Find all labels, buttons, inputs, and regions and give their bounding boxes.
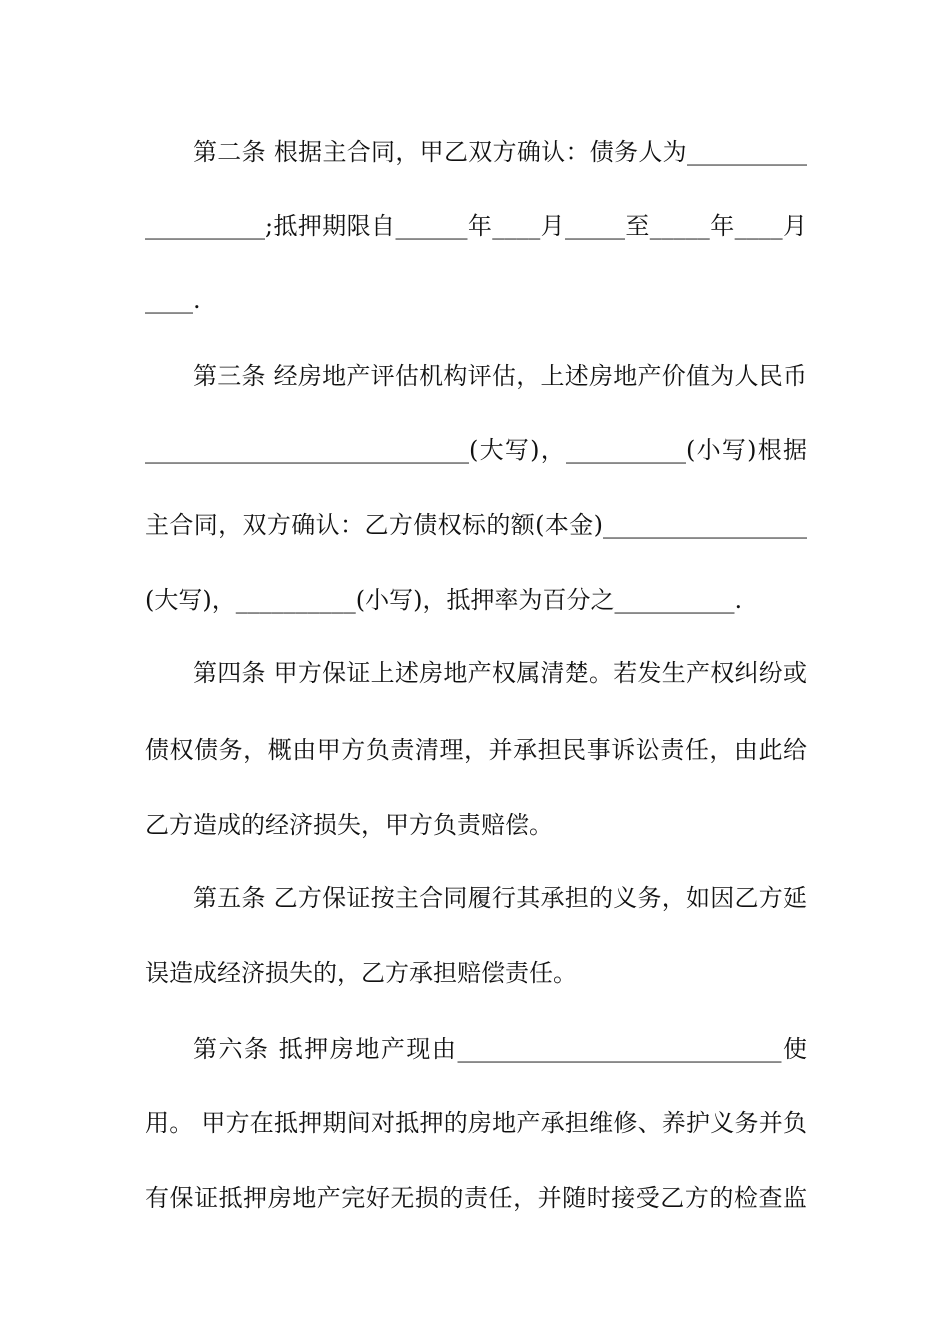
article-4-line-3: 乙方造成的经济损失，甲方负责赔偿。 [145, 811, 553, 839]
article-6-line-2: 用。 甲方在抵押期间对抵押的房地产承担维修、养护义务并负 [145, 1109, 807, 1137]
article-2-line-2: __________;抵押期限自______年____月_____至_____年____月 [145, 212, 807, 240]
article-3-line-3: 主合同，双方确认：乙方债权标的额(本金)_________________ [145, 511, 807, 539]
article-4-line-2: 债权债务，概由甲方负责清理，并承担民事诉讼责任，由此给 [145, 736, 807, 764]
article-3-line-1: 第三条 经房地产评估机构评估，上述房地产价值为人民币 [193, 362, 807, 390]
article-2-line-3: ____. [145, 286, 201, 314]
article-5-line-2: 误造成经济损失的，乙方承担赔偿责任。 [145, 959, 577, 987]
article-6-line-3: 有保证抵押房地产完好无损的责任，并随时接受乙方的检查监 [145, 1184, 807, 1212]
article-3-line-4: (大写)，__________(小写)，抵押率为百分之__________. [145, 586, 743, 614]
article-4-line-1: 第四条 甲方保证上述房地产权属清楚。若发生产权纠纷或 [193, 659, 807, 687]
article-6-line-1: 第六条 抵押房地产现由___________________________使 [193, 1035, 807, 1063]
article-3-line-2: ___________________________(大写)，__________(小写)根据 [145, 436, 807, 464]
article-5-line-1: 第五条 乙方保证按主合同履行其承担的义务，如因乙方延 [193, 884, 807, 912]
article-2-line-1: 第二条 根据主合同，甲乙双方确认：债务人为__________ [193, 138, 807, 166]
